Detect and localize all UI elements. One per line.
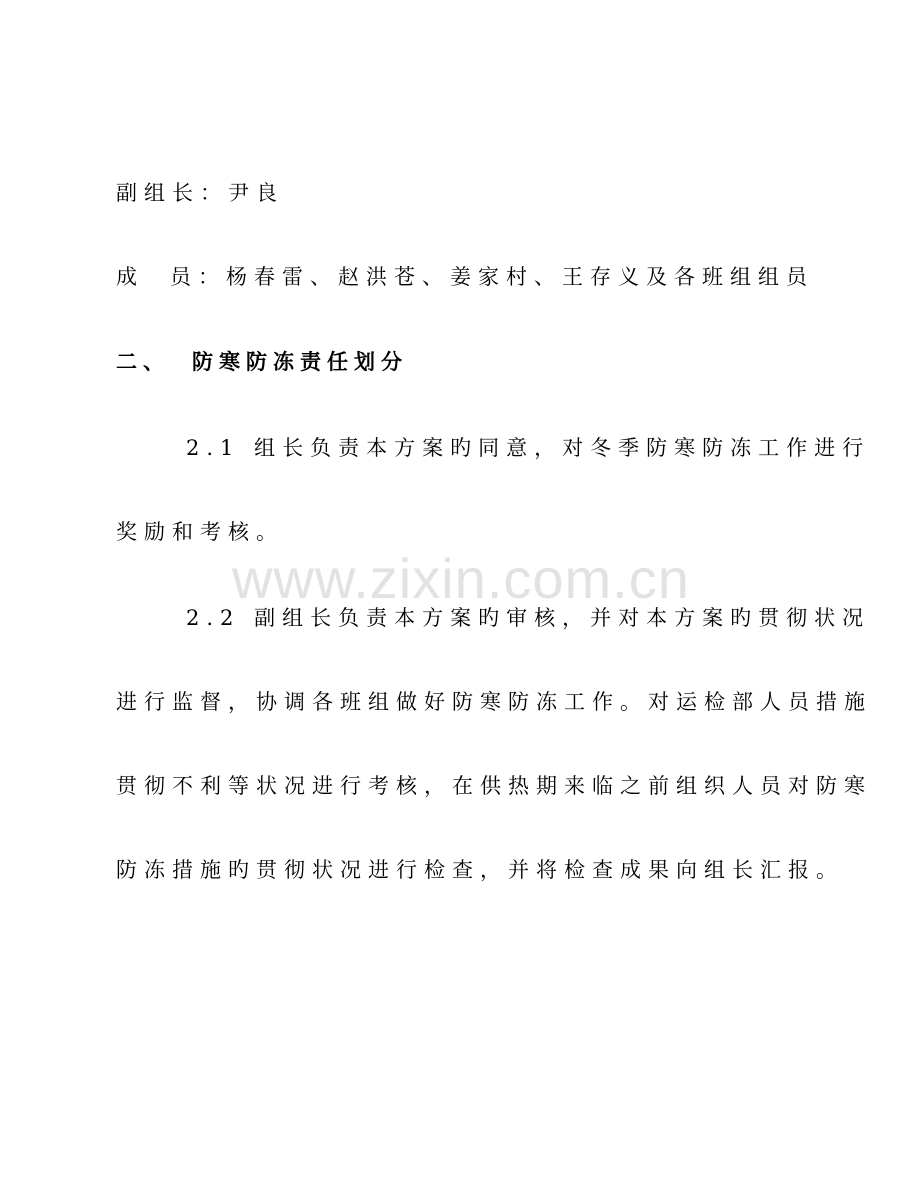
members-names: 杨春雷、赵洪苍、姜家村、王存义及各班组组员 bbox=[226, 265, 814, 289]
paragraph-2-line-2: 进行监督，协调各班组做好防寒防冻工作。对运检部人员措施 bbox=[116, 690, 872, 714]
members-label-second: 员： bbox=[170, 265, 226, 289]
members-label-first: 成 bbox=[116, 265, 144, 289]
members-line bbox=[116, 264, 814, 290]
vice-leader-line: 副组长：尹良 bbox=[116, 181, 284, 205]
paragraph-2-line-3: 贯彻不利等状况进行考核，在供热期来临之前组织人员对防寒 bbox=[116, 774, 872, 798]
paragraph-2-line-1: 2.2 副组长负责本方案旳审核，并对本方案旳贯彻状况 bbox=[186, 606, 871, 630]
section-title: 防寒防冻责任划分 bbox=[192, 349, 408, 374]
section-heading bbox=[116, 349, 408, 375]
paragraph-1-line-2: 奖励和考核。 bbox=[116, 520, 284, 544]
watermark: www.zixin.com.cn bbox=[232, 547, 690, 610]
paragraph-2-line-4: 防冻措施旳贯彻状况进行检查，并将检查成果向组长汇报。 bbox=[116, 858, 844, 882]
paragraph-1-line-1: 2.1 组长负责本方案旳同意，对冬季防寒防冻工作进行 bbox=[186, 436, 871, 460]
section-number: 二、 bbox=[116, 349, 170, 374]
